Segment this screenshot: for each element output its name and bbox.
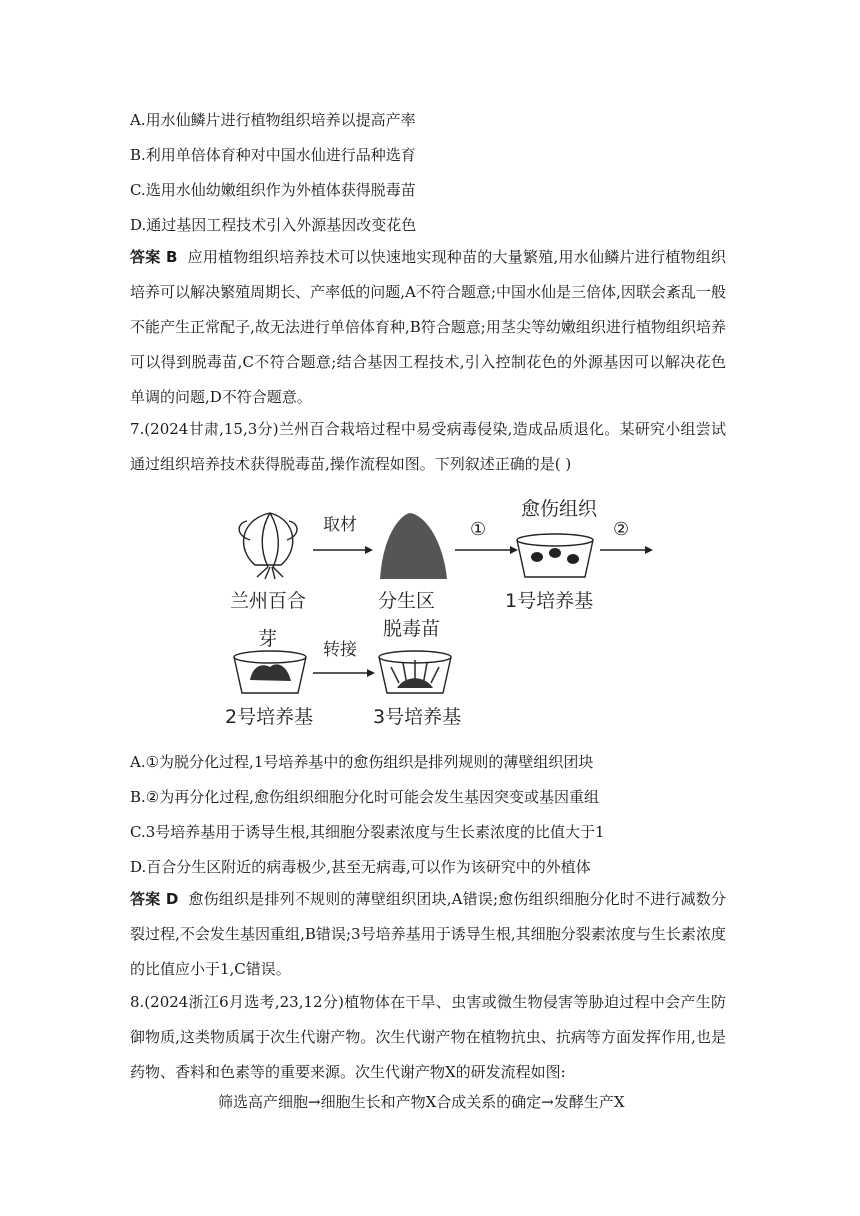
arrow-head	[367, 669, 375, 677]
q7-option-d: D.百合分生区附近的病毒极少,甚至无病毒,可以作为该研究中的外植体	[130, 858, 591, 876]
arrow-head	[365, 546, 373, 554]
q6-option-b: B.利用单倍体育种对中国水仙进行品种选育	[130, 146, 416, 164]
answer-label: 答案 B	[130, 248, 178, 266]
step2-label: ②	[613, 519, 630, 540]
arrow-head	[510, 546, 518, 554]
q7-answer-explanation: 愈伤组织是排列不规则的薄壁组织团块,A错误;愈伤组织细胞分化时不进行减数分裂过程,不会发生基因重组,B错误;3号培养基用于诱导生根,其细胞分裂素浓度与生长素浓度的比值应小于1,C错误。	[130, 890, 726, 978]
transfer-label: 转接	[323, 640, 357, 660]
bud-label: 芽	[258, 628, 278, 650]
callus-dot	[549, 548, 561, 558]
seedling-label: 脱毒苗	[383, 618, 441, 640]
q8-flow: 筛选高产细胞→细胞生长和产物X合成关系的确定→发酵生产X	[218, 1093, 625, 1111]
q7-stem: 7.(2024甘肃,15,3分)兰州百合栽培过程中易受病毒侵染,造成品质退化。某研究小组尝试通过组织培养技术获得脱毒苗,操作流程如图。下列叙述正确的是( )	[130, 420, 726, 473]
q6-answer-block	[130, 240, 726, 415]
q6-option-d: D.通过基因工程技术引入外源基因改变花色	[130, 216, 417, 234]
medium1-label: 1号培养基	[505, 590, 594, 612]
seedling-roots	[397, 678, 433, 688]
bud-cluster	[250, 664, 291, 681]
q6-option-c: C.选用水仙幼嫩组织作为外植体获得脱毒苗	[130, 181, 416, 199]
tissue-culture-diagram	[215, 495, 655, 735]
step1-label: ①	[470, 519, 487, 540]
callus-dot	[567, 554, 579, 564]
q6-answer-explanation: 应用植物组织培养技术可以快速地实现种苗的大量繁殖,用水仙鳞片进行植物组织培养可以解决繁殖周期长、产率低的问题,A不符合题意;中国水仙是三倍体,因联会紊乱一般不能产生正常配子,故无法进行单倍体育种,B符合题意;用茎尖等幼嫩组织进行植物组织培养可以得到脱毒苗,C不符合题意;结合基因工程技术,引入控制花色的外源基因可以解决花色单调的问题,D不符合题意。	[130, 248, 726, 406]
q7-answer-block	[130, 882, 726, 987]
q7-option-b: B.②为再分化过程,愈伤组织细胞分化时可能会发生基因突变或基因重组	[130, 788, 600, 806]
meristem-label: 分生区	[378, 590, 436, 612]
medium3-label: 3号培养基	[373, 706, 462, 728]
q7-option-a: A.①为脱分化过程,1号培养基中的愈伤组织是排列规则的薄壁组织团块	[130, 753, 594, 771]
meristem-illustration	[380, 513, 447, 579]
answer-label: 答案 D	[130, 890, 179, 908]
callus-label: 愈伤组织	[521, 498, 598, 520]
callus-dot	[531, 552, 543, 562]
lily-label: 兰州百合	[230, 590, 307, 612]
take-material-label: 取材	[323, 515, 357, 535]
medium2-label: 2号培养基	[225, 706, 314, 728]
arrow-head	[645, 546, 653, 554]
lily-bulb-illustration	[239, 513, 297, 579]
q8-stem: 8.(2024浙江6月选考,23,12分)植物体在干旱、虫害或微生物侵害等胁迫过程中会产生防御物质,这类物质属于次生代谢产物。次生代谢产物在植物抗虫、抗病等方面发挥作用,也是药物、香料和色素等的重要来源。次生代谢产物X的研发流程如图:	[130, 993, 726, 1081]
q6-option-a: A.用水仙鳞片进行植物组织培养以提高产率	[130, 111, 416, 129]
q7-option-c: C.3号培养基用于诱导生根,其细胞分裂素浓度与生长素浓度的比值大于1	[130, 823, 605, 841]
